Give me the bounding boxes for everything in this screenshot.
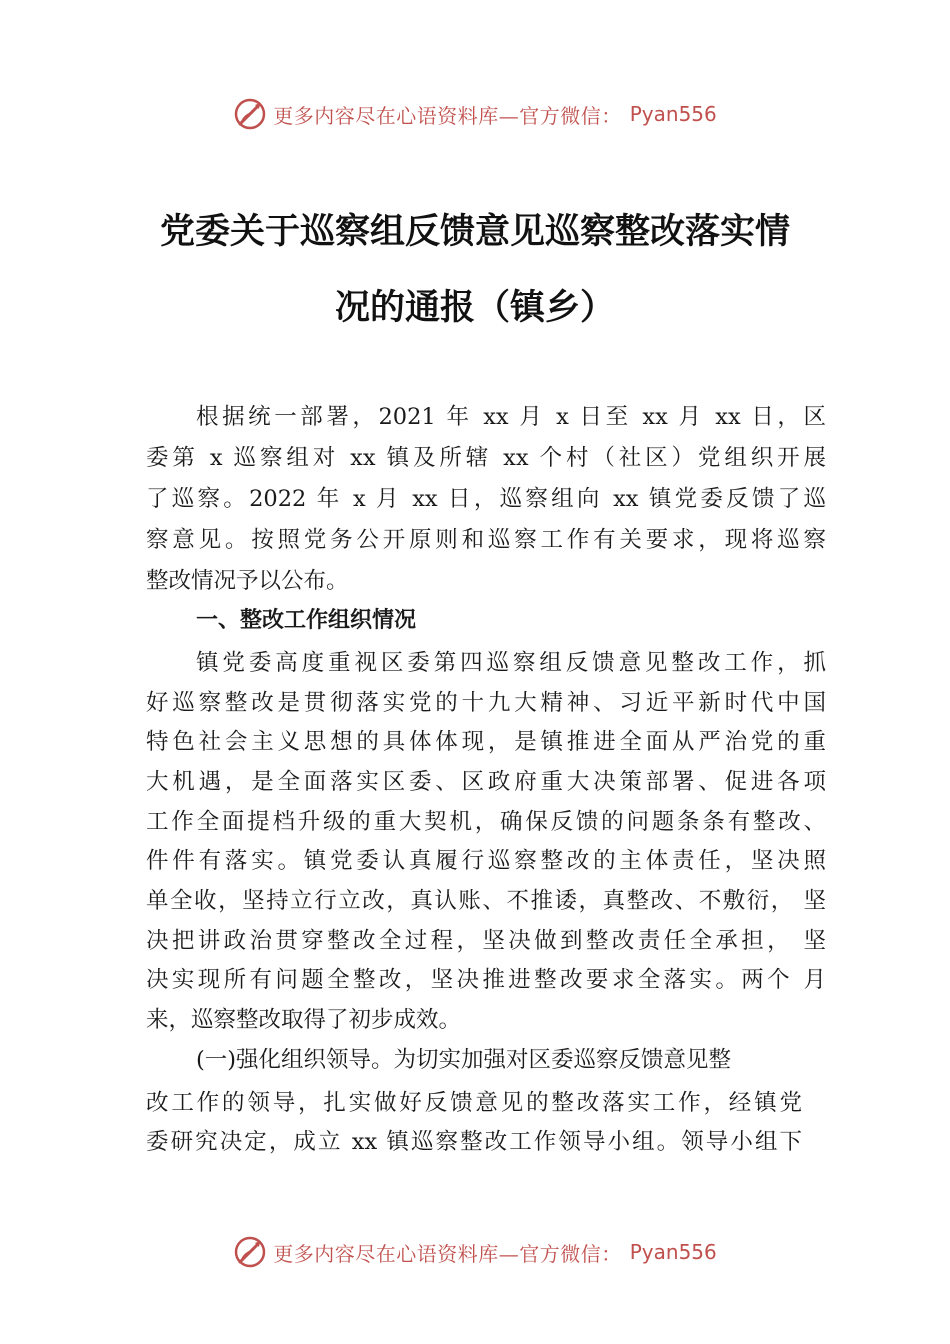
body-line: 委第 x 巡察组对 xx 镇及所辖 xx 个村（社区）党组织开展 xyxy=(146,445,826,471)
banner-text: 更多内容尽在心语资料库—官方微信： xyxy=(273,103,622,128)
doc-title-line-2: 况的通报（镇乡） xyxy=(334,287,615,328)
header-banner xyxy=(0,94,950,134)
body-line: 好巡察整改是贯彻落实党的十九大精神、习近平新时代中国 xyxy=(146,690,826,716)
body-line: 来，巡察整改取得了初步成效。 xyxy=(146,1007,462,1033)
banner-wechat-id: Pyan556 xyxy=(629,102,717,126)
footer-banner xyxy=(0,1232,950,1272)
pen-seal-logo-icon xyxy=(233,1235,267,1269)
body-line: 根据统一部署，2021 年 xx 月 x 日至 xx 月 xx 日，区 xyxy=(196,404,826,430)
body-line: 整改情况予以公布。 xyxy=(146,568,349,594)
body-line: 察意见。按照党务公开原则和巡察工作有关要求，现将巡察 xyxy=(146,527,826,553)
body-line: 委研究决定，成立 xx 镇巡察整改工作领导小组。领导小组下 xyxy=(146,1129,802,1155)
body-line: 单全收，坚持立行立改，真认账、不推诿，真整改、不敷衍， 坚 xyxy=(146,888,826,914)
body-line: 大机遇，是全面落实区委、区政府重大决策部署、促进各项 xyxy=(146,769,826,795)
banner-wechat-id: Pyan556 xyxy=(629,1240,717,1264)
body-line: 了巡察。2022 年 x 月 xx 日，巡察组向 xx 镇党委反馈了巡 xyxy=(146,486,826,512)
banner-text: 更多内容尽在心语资料库—官方微信： xyxy=(273,1241,622,1266)
doc-title-line-1: 党委关于巡察组反馈意见巡察整改落实情 xyxy=(159,211,790,252)
body-line: 改工作的领导，扎实做好反馈意见的整改落实工作，经镇党 xyxy=(146,1090,802,1116)
pen-seal-logo-icon xyxy=(233,97,267,131)
body-line: (一)强化组织领导。为切实加强对区委巡察反馈意见整 xyxy=(196,1047,732,1073)
body-line: 决实现所有问题全整改，坚决推进整改要求全落实。两个 月 xyxy=(146,967,826,993)
body-line: 特色社会主义思想的具体体现，是镇推进全面从严治党的重 xyxy=(146,729,826,755)
body-line: 镇党委高度重视区委第四巡察组反馈意见整改工作，抓 xyxy=(196,650,826,676)
body-line: 决把讲政治贯穿整改全过程，坚决做到整改责任全承担， 坚 xyxy=(146,928,826,954)
body-line: 工作全面提档升级的重大契机，确保反馈的问题条条有整改、 xyxy=(146,809,826,835)
body-line: 件件有落实。镇党委认真履行巡察整改的主体责任，坚决照 xyxy=(146,848,826,874)
section-heading: 一、整改工作组织情况 xyxy=(196,608,417,633)
